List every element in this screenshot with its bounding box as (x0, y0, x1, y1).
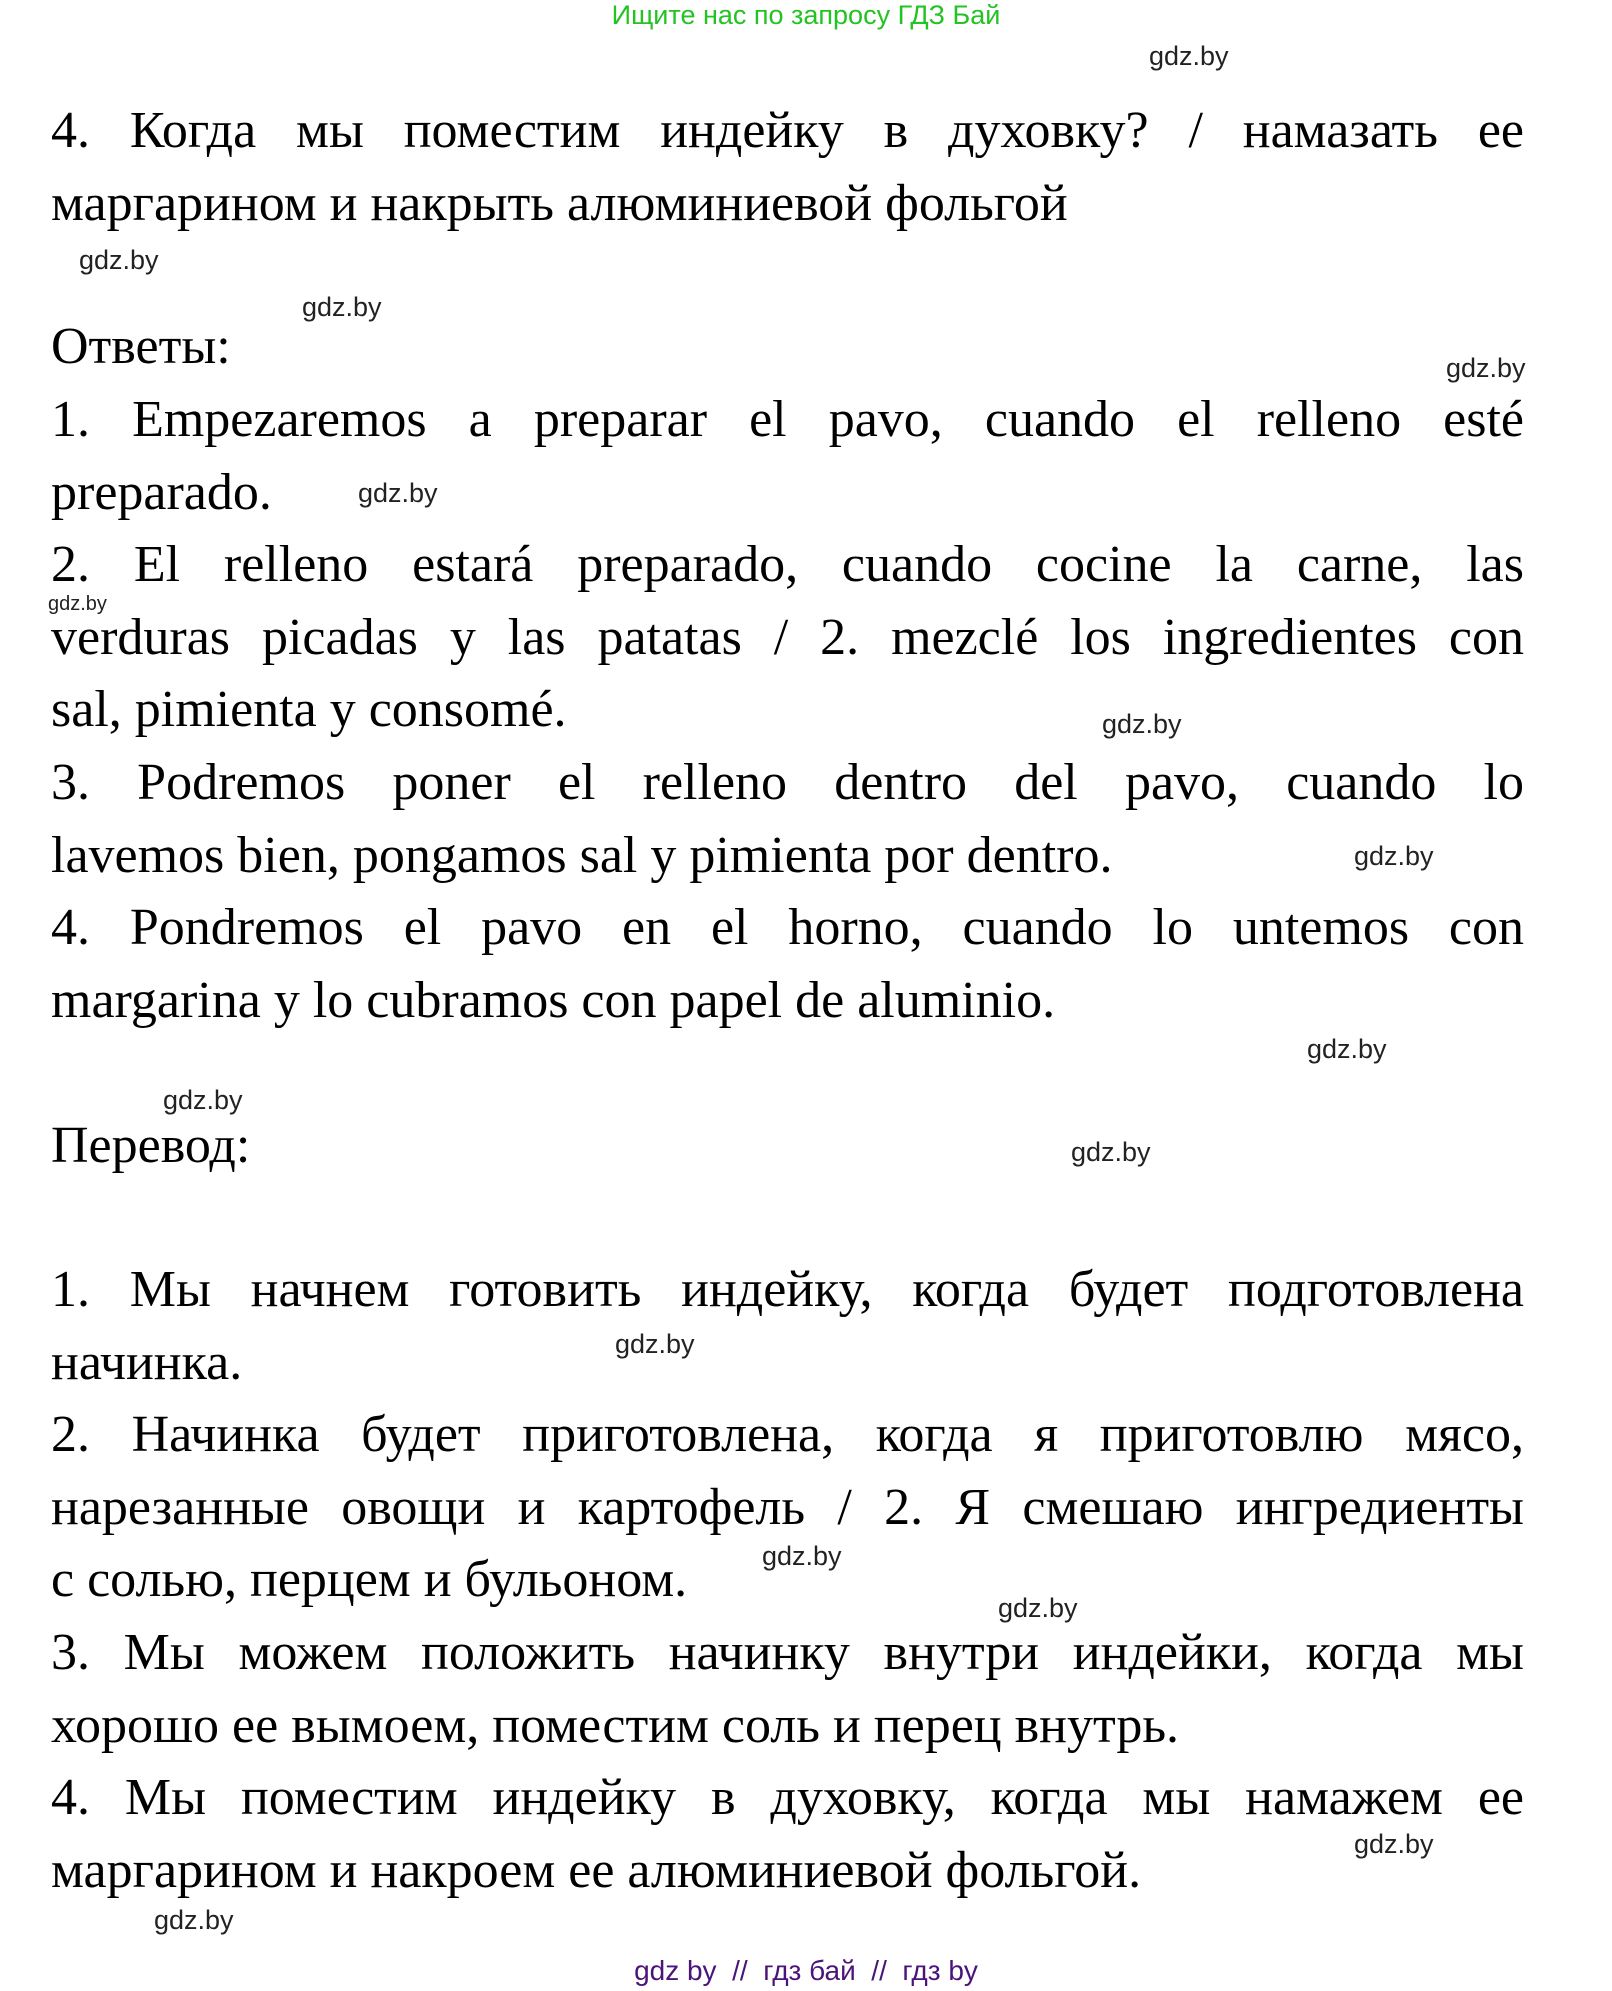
translation-line: хорошо ее вымоем, поместим соль и перец внутрь. (51, 1696, 1180, 1754)
translation-line: начинка. (51, 1333, 243, 1391)
translation-line: нарезанные овощи и картофель / 2. Я смешаю ингредиенты (51, 1478, 1524, 1536)
answer-line: 3. Podremos poner el relleno dentro del pavo, cuando lo (51, 753, 1524, 811)
translation-list (51, 1254, 1524, 1907)
translation-line: маргарином и накроем ее алюминиевой фольгой. (51, 1841, 1142, 1899)
watermark: gdz.by (1307, 1034, 1387, 1064)
translation-line: 2. Начинка будет приготовлена, когда я приготовлю мясо, (51, 1406, 1524, 1464)
watermark: gdz.by (358, 478, 438, 508)
answers-heading-block (51, 311, 1524, 384)
watermark: gdz.by (615, 1329, 695, 1359)
watermark: gdz.by (1102, 709, 1182, 739)
answer-line: verduras picadas y las patatas / 2. mezclé los ingredientes con (51, 608, 1524, 666)
footer-links: gdz by // гдз бай // гдз by (634, 1955, 978, 1986)
answer-line: 1. Empezaremos a preparar el pavo, cuando el relleno esté (51, 391, 1524, 448)
search-hint-banner: Ищите нас по запросу ГДЗ Бай (611, 0, 1001, 30)
watermark: gdz.by (48, 593, 107, 615)
watermark: gdz.by (163, 1085, 243, 1115)
watermark: gdz.by (1149, 41, 1229, 71)
watermark: gdz.by (1071, 1137, 1151, 1167)
answers-list (51, 384, 1524, 1037)
answer-line: preparado. (51, 463, 272, 521)
watermark: gdz.by (79, 245, 159, 275)
answer-line: margarina y lo cubramos con papel de aluminio. (51, 971, 1056, 1029)
answers-heading: Ответы: (51, 318, 231, 375)
translation-line: с солью, перцем и бульоном. (51, 1551, 688, 1609)
translation-heading-block (51, 1110, 1524, 1183)
translation-line: 4. Мы поместим индейку в духовку, когда мы намажем ее (51, 1769, 1524, 1827)
text-line: маргарином и накрыть алюминиевой фольгой (51, 174, 1068, 232)
watermark: gdz.by (1354, 841, 1434, 871)
watermark: gdz.by (302, 292, 382, 322)
translation-line: 1. Мы начнем готовить индейку, когда будет подготовлена (51, 1261, 1524, 1318)
watermark: gdz.by (762, 1541, 842, 1571)
watermark: gdz.by (1446, 353, 1526, 383)
answer-line: sal, pimienta y consomé. (51, 681, 567, 739)
answer-line: 4. Pondremos el pavo en el horno, cuando lo untemos con (51, 899, 1524, 957)
watermark: gdz.by (154, 1905, 234, 1935)
translation-line: 3. Мы можем положить начинку внутри индейки, когда мы (51, 1623, 1524, 1681)
answer-line: lavemos bien, pongamos sal y pimienta por dentro. (51, 826, 1113, 884)
watermark: gdz.by (998, 1593, 1078, 1623)
question-4 (51, 95, 1524, 240)
text-line: 4. Когда мы поместим индейку в духовку? / намазать ее (51, 102, 1524, 159)
answer-line: 2. El relleno estará preparado, cuando cocine la carne, las (51, 536, 1524, 594)
translation-heading: Перевод: (51, 1117, 251, 1174)
watermark: gdz.by (1354, 1829, 1434, 1859)
